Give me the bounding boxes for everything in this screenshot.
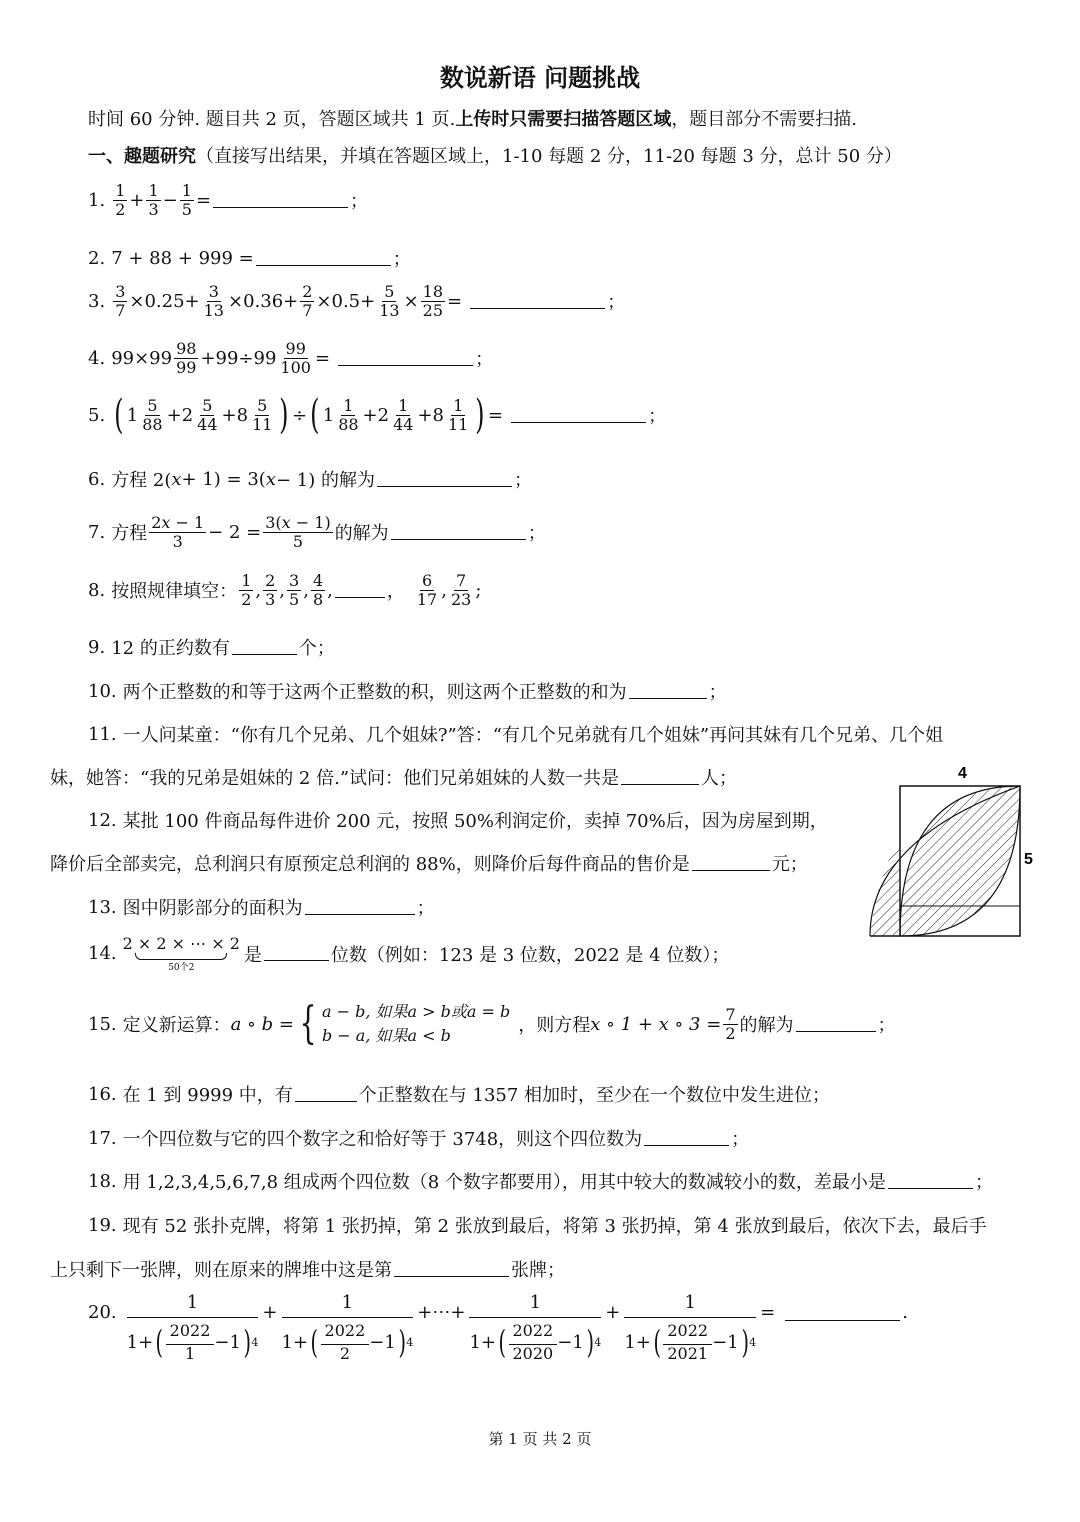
punct: ； xyxy=(877,1015,896,1036)
answer-blank[interactable] xyxy=(394,1262,509,1277)
page-title: 数说新语 问题挑战 xyxy=(439,64,641,92)
question-number: 8. xyxy=(88,579,106,601)
fraction: $\frac{2}{7}$ xyxy=(302,282,313,320)
term-fraction: 1 1+ ( $\frac{2022}{2020}$ −1 ) 4 xyxy=(469,1292,602,1363)
question-text: 个； xyxy=(298,638,335,659)
variable: x xyxy=(171,468,182,490)
question-number: 20. xyxy=(88,1302,117,1323)
fraction: $\frac{1}{11}$ xyxy=(448,395,469,434)
question-number: 15. xyxy=(88,1013,117,1035)
question-text: 一个四位数与它的四个数字之和恰好等于 3748，则这个四位数为 xyxy=(122,1129,643,1150)
fraction: $\frac{4}{8}$ xyxy=(312,571,324,609)
fraction: $\frac{5}{44}$ xyxy=(197,395,218,434)
question-1: 1. $\frac{1}{2}$ + $\frac{1}{3}$ − $\frac{1}{5}$ = ； xyxy=(88,181,369,219)
question-3: 3. $\frac{3}{7}$ ×0.25+ $\frac{3}{13}$ ×0.36+ $\frac{2}{7}$ ×0.5+ $\frac{5}{13}$ × $\frac{18}{25}$ = ； xyxy=(88,282,626,320)
answer-blank[interactable] xyxy=(338,351,473,366)
question-11 xyxy=(88,721,943,747)
fraction: $\frac{98}{99}$ xyxy=(176,339,197,377)
expression: 2 × 2 × ⋯ × 2 xyxy=(122,934,240,953)
question-text: 在 1 到 9999 中，有 xyxy=(122,1085,293,1106)
question-number: 1. xyxy=(88,189,106,211)
question-number: 19. xyxy=(88,1214,117,1236)
figure-top-label: 4 xyxy=(958,765,967,782)
question-14 xyxy=(88,934,729,973)
question-text: 按照规律填空： xyxy=(111,581,238,603)
variable: x xyxy=(265,468,276,490)
page-footer: 第 1 页 共 2 页 xyxy=(488,1430,592,1448)
section-heading: 一、趣题研究 xyxy=(88,146,196,167)
question-number: 14. xyxy=(88,943,117,964)
question-18 xyxy=(88,1168,993,1194)
section-heading-line xyxy=(88,142,902,168)
question-12-cont xyxy=(50,850,808,876)
underbrace xyxy=(135,953,227,960)
answer-blank[interactable] xyxy=(888,1174,973,1189)
fraction: $\frac{1}{5}$ xyxy=(181,181,192,219)
answer-blank[interactable] xyxy=(295,1087,357,1102)
fraction: $\frac{1}{88}$ xyxy=(338,395,359,434)
question-text: 的解为 xyxy=(334,523,389,545)
question-text: 上只剩下一张牌，则在原来的牌堆中这是第 xyxy=(50,1260,392,1281)
question-19 xyxy=(88,1212,987,1238)
answer-blank[interactable] xyxy=(511,408,646,423)
question-number: 10. xyxy=(88,680,117,702)
punct: ； xyxy=(475,349,494,371)
question-9 xyxy=(88,634,335,660)
section-note: （直接写出结果，并填在答题区域上，1-10 每题 2 分，11-20 每题 3 分，总计 50 分） xyxy=(196,146,902,167)
question-text: 12 的正约数有 xyxy=(111,638,230,659)
question-text: 的解为 xyxy=(739,1015,794,1036)
punct: ； xyxy=(392,249,411,270)
answer-blank[interactable] xyxy=(264,946,329,961)
answer-blank[interactable] xyxy=(256,251,391,266)
answer-blank[interactable] xyxy=(391,525,526,540)
question-text: 某批 100 件商品每件进价 200 元，按照 50%利润定价，卖掉 70%后，因为房屋到期， xyxy=(122,811,828,832)
question-text: 元； xyxy=(771,854,808,875)
fraction: $\frac{3}{7}$ xyxy=(115,282,126,320)
brace: { xyxy=(299,998,317,1049)
case-2: b − a, 如果a < b xyxy=(321,1026,451,1045)
paren: ) xyxy=(279,392,289,438)
answer-blank[interactable] xyxy=(470,294,605,309)
question-text: 一人问某童：“你有几个兄弟、几个姐妹?”答：“有几个兄弟就有几个姐妹”再问其妹有几个兄弟、几个姐 xyxy=(122,725,944,746)
question-text: 是 xyxy=(243,944,262,966)
question-5: 5. ( 1 $\frac{5}{88}$ +2 $\frac{5}{44}$ +8 $\frac{5}{11}$ ) ÷ ( 1 $\frac{1}{88}$ +2 $\frac{1}{44}$ +8 $\frac{1}{11}$ ) = ； xyxy=(88,392,667,438)
question-17 xyxy=(88,1125,749,1151)
term-fraction: 1 1+ ( $\frac{2022}{2021}$ −1 ) 4 xyxy=(624,1292,757,1363)
question-13 xyxy=(88,894,435,920)
question-text: 妹，她答：“我的兄弟是姐妹的 2 倍.”试问：他们兄弟姐妹的人数一共是 xyxy=(50,768,620,789)
punct: ； xyxy=(607,292,626,314)
fraction: $\frac{2x - 1}{3}$ xyxy=(151,513,205,551)
question-text: 现有 52 张扑克牌，将第 1 张扔掉，第 2 张放到最后，将第 3 张扔掉，第 4 张放到最后，依次下去，最后手 xyxy=(122,1216,987,1237)
fraction: $\frac{6}{17}$ xyxy=(416,571,438,609)
question-text: 图中阴影部分的面积为 xyxy=(122,898,303,919)
question-number: 17. xyxy=(88,1127,117,1149)
fraction: $\frac{3}{5}$ xyxy=(289,571,300,609)
punct: ； xyxy=(513,470,532,491)
question-text: 个正整数在与 1357 相加时，至少在一个数位中发生进位； xyxy=(358,1085,831,1106)
question-text: 方程 xyxy=(111,523,148,545)
question-text: ，则方程 xyxy=(518,1015,591,1036)
question-7: 7. 方程 $\frac{2x - 1}{3}$ − 2 = $\frac{3(x - 1)}{5}$ 的解为 ； xyxy=(88,513,546,551)
underbrace-label: 50个2 xyxy=(168,963,195,973)
punct: ； xyxy=(648,406,667,427)
intro-line xyxy=(88,105,857,131)
fraction: $\frac{1}{2}$ xyxy=(241,571,252,609)
intro-text: 时间 60 分钟. 题目共 2 页，答题区域共 1 页. xyxy=(88,109,456,130)
fraction: $\frac{99}{100}$ xyxy=(280,339,311,377)
question-19-cont xyxy=(50,1256,565,1282)
fraction: $\frac{7}{23}$ xyxy=(450,571,472,609)
question-text: 方程 2( xyxy=(111,470,172,491)
question-text: 用 1,2,3,4,5,6,7,8 组成两个四位数（8 个数字都要用），用其中较大的数减较小的数，差最小是 xyxy=(122,1172,886,1193)
question-number: 12. xyxy=(88,809,117,831)
question-16 xyxy=(88,1081,830,1107)
term-fraction: 1 1+ ( $\frac{2022}{2}$ −1 ) 4 xyxy=(281,1292,414,1363)
paren: ( xyxy=(114,392,124,438)
operator-definition: a ∘ b = xyxy=(230,1013,294,1035)
question-text: 位数（例如：123 是 3 位数，2022 是 4 位数）； xyxy=(330,944,730,966)
punct: ； xyxy=(416,898,435,919)
question-4: 4. 99×99 $\frac{98}{99}$ +99÷99 $\frac{99}{100}$ = ； xyxy=(88,339,494,377)
punct: ； xyxy=(527,523,546,545)
fraction: $\frac{5}{88}$ xyxy=(142,395,163,434)
cases xyxy=(322,1000,510,1048)
paren: ( xyxy=(310,392,320,438)
fraction: $\frac{7}{2}$ xyxy=(725,1004,736,1043)
intro-bold: 上传时只需要扫描答题区域 xyxy=(455,109,672,130)
underbrace-expression xyxy=(123,934,240,973)
intro-text-2: ，题目部分不需要扫描. xyxy=(671,109,858,130)
question-number: 18. xyxy=(88,1170,117,1192)
question-6 xyxy=(88,466,532,492)
answer-blank[interactable] xyxy=(213,193,348,208)
figure-side-label: 5 xyxy=(1024,851,1033,868)
answer-blank[interactable] xyxy=(785,1306,900,1321)
question-number: 3. xyxy=(88,290,106,312)
question-number: 2. xyxy=(88,247,106,269)
question-text: 定义新运算： xyxy=(122,1015,231,1036)
question-2 xyxy=(88,245,411,271)
question-number: 4. xyxy=(88,347,106,369)
question-number: 5. xyxy=(88,404,106,426)
fraction: $\frac{1}{3}$ xyxy=(148,181,159,219)
answer-blank[interactable] xyxy=(644,1131,729,1146)
lens-shape xyxy=(900,786,1020,936)
answer-blank[interactable] xyxy=(335,583,385,598)
fraction: $\frac{3}{13}$ xyxy=(203,282,224,320)
punct: . xyxy=(902,1302,908,1323)
fraction: $\frac{3(x - 1)}{5}$ xyxy=(265,513,331,551)
question-number: 9. xyxy=(88,636,106,658)
question-text: 张牌； xyxy=(511,1260,565,1281)
paren: ) xyxy=(475,392,485,438)
answer-blank[interactable] xyxy=(796,1017,876,1032)
question-text: 7 + 88 + 999 = xyxy=(111,247,254,269)
punct: ； xyxy=(974,1172,993,1193)
punct: ； xyxy=(708,682,727,703)
question-number: 16. xyxy=(88,1083,117,1105)
question-text: − 1) 的解为 xyxy=(275,470,375,491)
fraction: $\frac{18}{25}$ xyxy=(422,282,444,320)
question-15 xyxy=(88,1000,896,1048)
answer-blank[interactable] xyxy=(377,472,512,487)
answer-blank[interactable] xyxy=(232,640,297,655)
fraction: $\frac{5}{13}$ xyxy=(379,282,400,320)
question-10 xyxy=(88,678,727,704)
question-11-cont xyxy=(50,764,737,790)
equation: x ∘ 1 + x ∘ 3 = xyxy=(590,1013,722,1035)
question-text: 降价后全部卖完，总利润只有原预定总利润的 88%，则降价后每件商品的售价是 xyxy=(50,854,690,875)
punct: ； xyxy=(350,191,369,213)
question-text: 两个正整数的和等于这两个正整数的积，则这两个正整数的和为 xyxy=(122,682,627,703)
question-number: 6. xyxy=(88,468,106,490)
fraction: $\frac{1}{2}$ xyxy=(115,181,126,219)
question-8: 8. 按照规律填空： $\frac{1}{2}$ , $\frac{2}{3}$ , $\frac{3}{5}$ , $\frac{4}{8}$ , ， $\frac{6}{17}$ , $\frac{7}{23}$ ; xyxy=(88,571,482,609)
answer-blank[interactable] xyxy=(692,856,770,871)
question-text: + 1) = 3( xyxy=(181,468,266,490)
case-1: a − b, 如果a > b或a = b xyxy=(321,1002,511,1021)
answer-blank[interactable] xyxy=(629,684,707,699)
question-20: 20. 1 1+ ( $\frac{2022}{1}$ −1 ) 4 + 1 1+ ( $\frac{2022}{2}$ −1 ) 4 +⋯+ 1 1+ ( $\frac{2022}{2020}$ −1 ) 4 + 1 1+ ( $\frac{2022}{2021}$ −1 ) 4 = . xyxy=(88,1292,908,1363)
term-fraction: 1 1+ ( $\frac{2022}{1}$ −1 ) 4 xyxy=(126,1292,259,1363)
fraction: $\frac{2}{3}$ xyxy=(265,571,276,609)
question-text: 人； xyxy=(701,768,738,789)
shaded-area-figure xyxy=(860,760,1040,945)
question-number: 11. xyxy=(88,723,117,745)
question-number: 7. xyxy=(88,521,106,543)
fraction: $\frac{1}{44}$ xyxy=(393,395,414,434)
answer-blank[interactable] xyxy=(621,770,699,785)
question-12 xyxy=(88,807,828,833)
punct: ； xyxy=(731,1129,750,1150)
fraction: $\frac{5}{11}$ xyxy=(252,395,273,434)
answer-blank[interactable] xyxy=(305,900,415,915)
question-number: 13. xyxy=(88,896,117,918)
